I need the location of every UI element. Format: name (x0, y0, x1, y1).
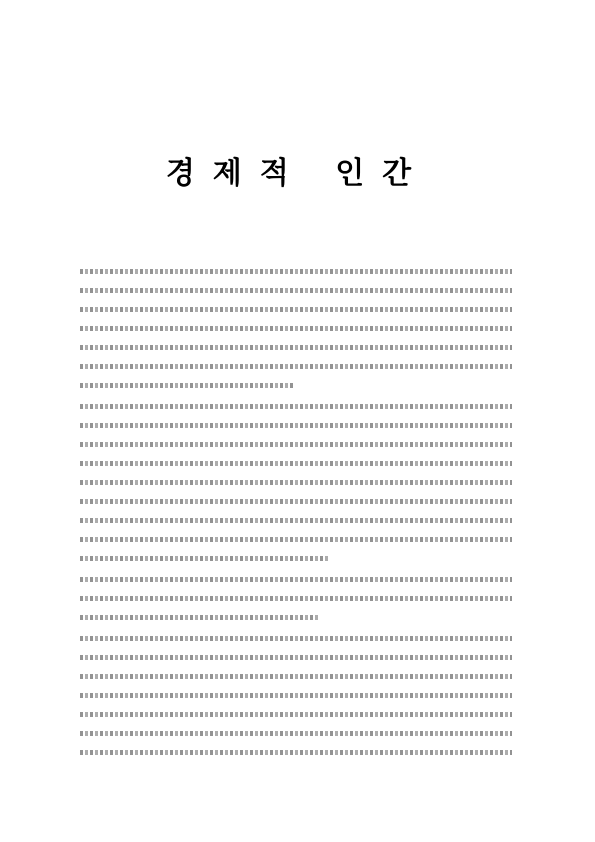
text-line (80, 570, 512, 589)
paragraph (80, 570, 512, 627)
document-title: 경제적 인간 (165, 156, 430, 191)
text-line (80, 530, 512, 549)
text-line (80, 473, 512, 492)
text-line (80, 492, 512, 511)
text-line (80, 300, 512, 319)
text-line (80, 724, 512, 743)
text-line (80, 667, 512, 686)
text-line (80, 589, 512, 608)
text-line (80, 686, 512, 705)
text-line (80, 357, 512, 376)
text-line (80, 319, 512, 338)
text-line (80, 338, 512, 357)
text-line (80, 705, 512, 724)
text-line (80, 435, 512, 454)
text-line (80, 397, 512, 416)
text-line (80, 511, 512, 530)
text-line (80, 743, 512, 762)
text-line (80, 629, 512, 648)
text-line (80, 648, 512, 667)
text-line (80, 262, 512, 281)
text-line (80, 376, 512, 395)
paragraph (80, 629, 512, 762)
text-line (80, 549, 512, 568)
text-line (80, 416, 512, 435)
paragraph (80, 397, 512, 568)
document-body (80, 262, 512, 764)
text-line (80, 281, 512, 300)
paragraph (80, 262, 512, 395)
text-line (80, 454, 512, 473)
text-line (80, 608, 512, 627)
